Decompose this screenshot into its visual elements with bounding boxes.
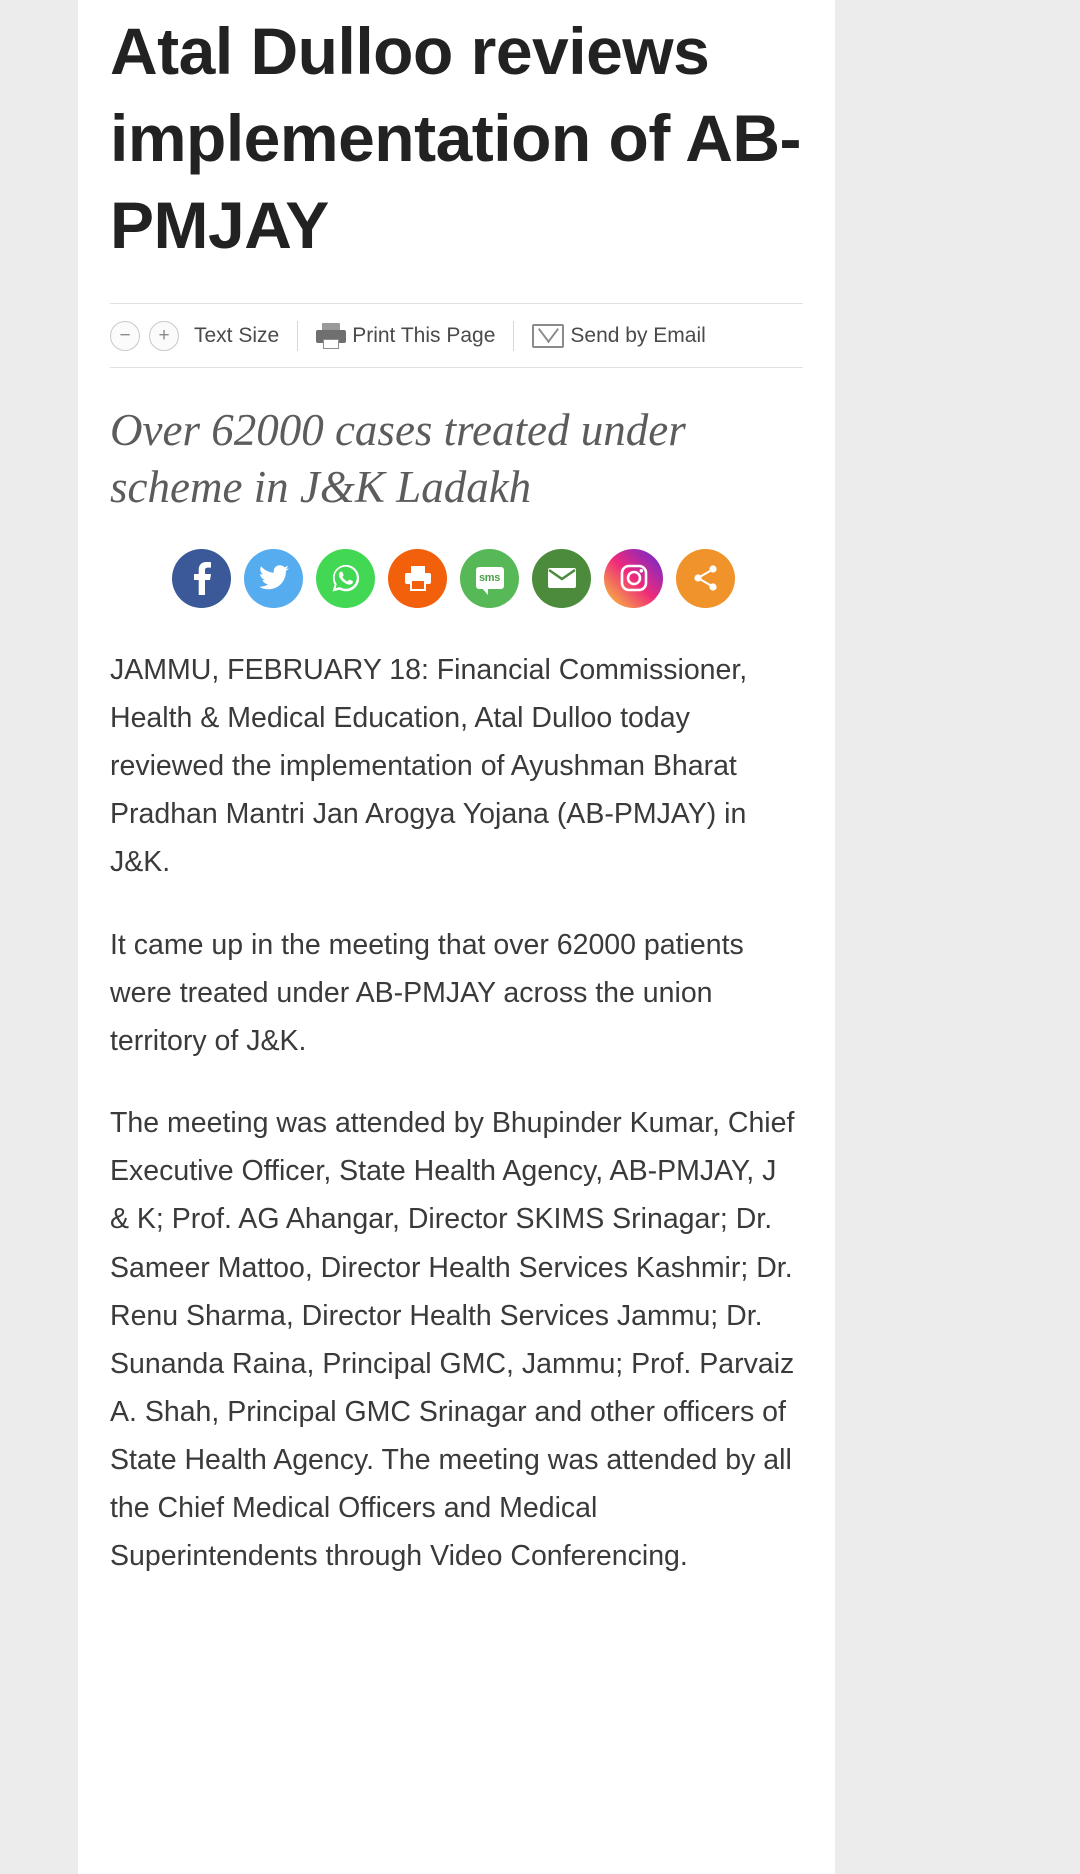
article-container: [78, 0, 835, 1874]
toolbar-divider-2: [513, 321, 514, 351]
printer-icon: [316, 323, 346, 349]
share-print-icon[interactable]: [388, 549, 447, 608]
share-email-icon[interactable]: [532, 549, 591, 608]
email-label: Send by Email: [570, 323, 706, 347]
share-whatsapp-icon[interactable]: [316, 549, 375, 608]
share-facebook-icon[interactable]: [172, 549, 231, 608]
decrease-text-size-button[interactable]: −: [110, 321, 140, 351]
send-by-email-button[interactable]: [532, 304, 705, 367]
share-twitter-icon[interactable]: [244, 549, 303, 608]
share-more-icon[interactable]: [676, 549, 735, 608]
article-paragraph: JAMMU, FEBRUARY 18: Financial Commissioner, Health & Medical Education, Atal Dulloo today reviewed the implementation of Ayushman Bharat Pradhan Mantri Jan Arogya Yojana (AB-PMJAY) in J&K.: [110, 653, 748, 879]
increase-text-size-button[interactable]: +: [149, 321, 179, 351]
envelope-icon: [532, 324, 564, 348]
text-size-label: Text Size: [194, 323, 280, 347]
text-size-group[interactable]: [110, 304, 279, 367]
share-sms-icon[interactable]: [460, 549, 519, 608]
share-instagram-icon[interactable]: [604, 549, 663, 608]
print-page-button[interactable]: [316, 304, 495, 367]
article-body: [110, 646, 803, 1581]
article-subheadline: Over 62000 cases treated under scheme in J&K Ladakh: [110, 405, 686, 512]
article-toolbar: [110, 303, 803, 368]
share-buttons-row: [110, 549, 803, 608]
print-label: Print This Page: [352, 323, 496, 347]
toolbar-divider: [297, 321, 298, 351]
page-title: Atal Dulloo reviews implementation of AB-PMJAY: [110, 14, 802, 263]
article-paragraph: The meeting was attended by Bhupinder Kumar, Chief Executive Officer, State Health Agency, AB-PMJAY, J & K; Prof. AG Ahangar, Director SKIMS Srinagar; Dr. Sameer Mattoo, Director Health Services Kashmir; Dr. Renu Sharma, Director Health Services Jammu; Dr. Sunanda Raina, Principal GMC, Jammu; Prof. Parvaiz A. Shah, Principal GMC Srinagar and other officers of State Health Agency. The meeting was attended by all the Chief Medical Officers and Medical Superintendents through Video Conferencing.: [110, 1107, 795, 1573]
sms-bubble-icon: sms: [476, 567, 504, 589]
article-paragraph: It came up in the meeting that over 62000 patients were treated under AB-PMJAY across the union territory of J&K.: [110, 928, 744, 1057]
